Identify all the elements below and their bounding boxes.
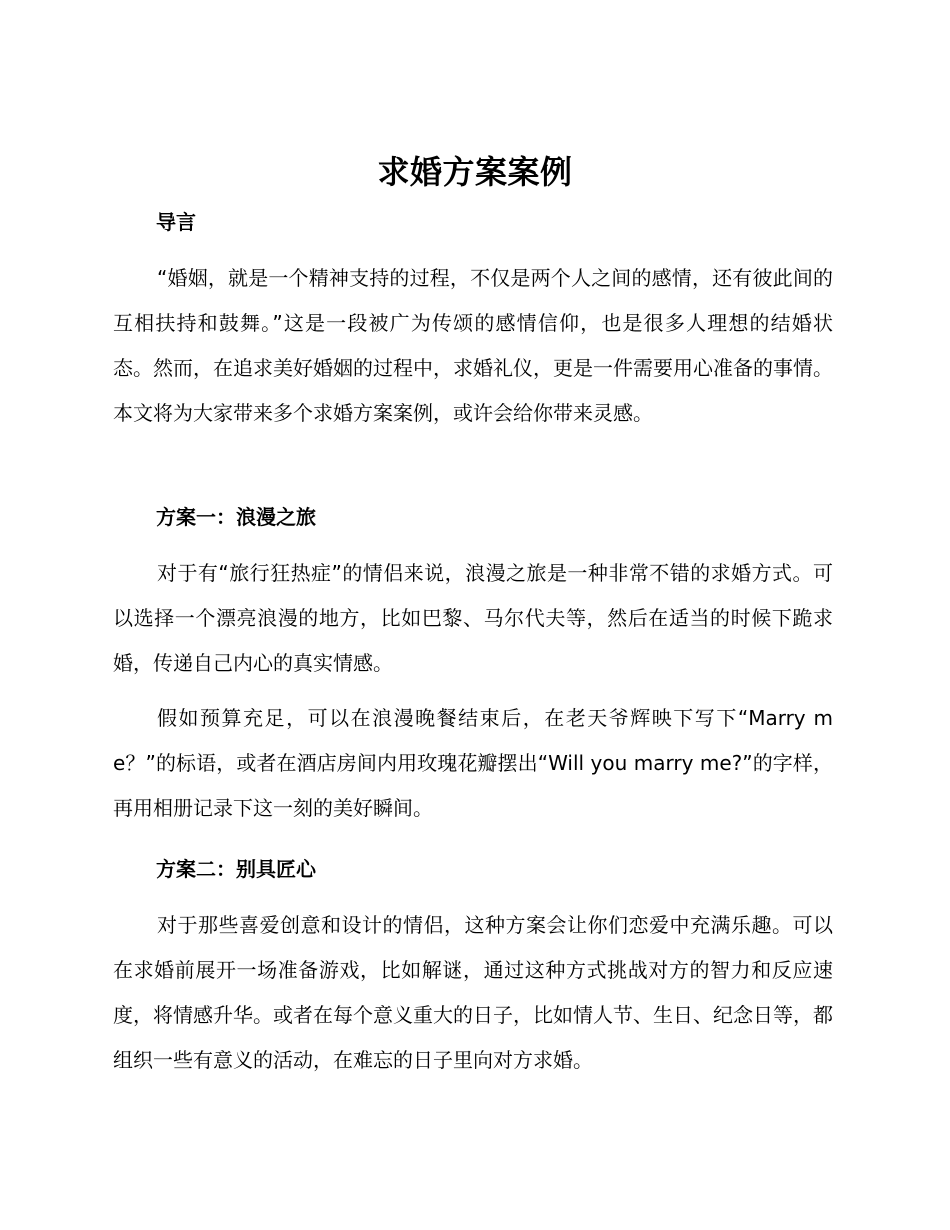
plan1-paragraph-1: 对于有“旅行狂热症”的情侣来说，浪漫之旅是一种非常不错的求婚方式。可以选择一个漂亮浪漫的地方，比如巴黎、马尔代夫等，然后在适当的时候下跪求婚，传递自己内心的真实情感。 — [113, 561, 833, 675]
section-heading-plan1: 方案一：浪漫之旅 — [156, 505, 316, 529]
document-title: 求婚方案案例 — [377, 153, 573, 191]
plan2-paragraph: 对于那些喜爱创意和设计的情侣，这种方案会让你们恋爱中充满乐趣。可以在求婚前展开一场准备游戏，比如解谜，通过这种方式挑战对方的智力和反应速度，将情感升华。或者在每个意义重大的日子，比如情人节、生日、纪念日等，都组织一些有意义的活动，在难忘的日子里向对方求婚。 — [113, 913, 833, 1072]
section-heading-intro: 导言 — [156, 210, 196, 234]
plan1-paragraph-2: 假如预算充足，可以在浪漫晚餐结束后，在老天爷辉映下写下“Marry me？”的标语，或者在酒店房间内用玫瑰花瓣摆出“Will you marry me?”的字样，再用相册记录下这一刻的美好瞬间。 — [113, 706, 833, 820]
intro-paragraph: “婚姻，就是一个精神支持的过程，不仅是两个人之间的感情，还有彼此间的互相扶持和鼓舞。”这是一段被广为传颂的感情信仰，也是很多人理想的结婚状态。然而，在追求美好婚姻的过程中，求婚礼仪，更是一件需要用心准备的事情。本文将为大家带来多个求婚方案案例，或许会给你带来灵感。 — [113, 266, 833, 425]
section-heading-plan2: 方案二：别具匠心 — [156, 857, 316, 881]
